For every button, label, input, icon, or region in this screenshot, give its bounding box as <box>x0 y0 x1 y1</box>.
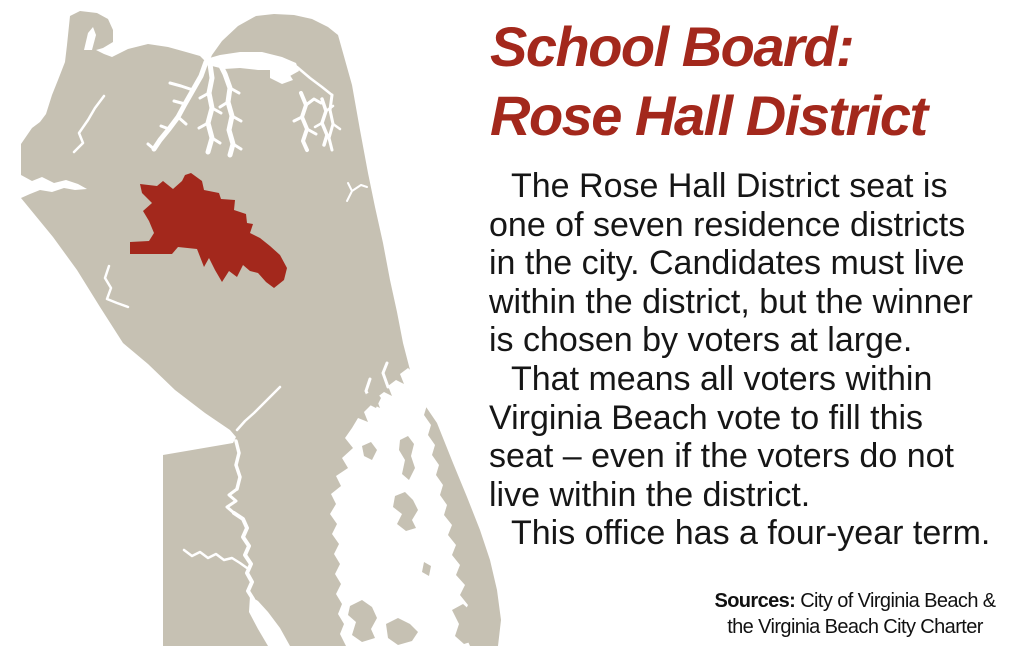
body-line: seat – even if the voters do not <box>489 437 954 476</box>
sources-text: City of Virginia Beach & <box>795 590 996 612</box>
sources-line-1 <box>700 588 1010 614</box>
body-line: in the city. Candidates must live <box>489 244 965 283</box>
sources-label: Sources: <box>714 590 796 612</box>
sources-line-2: the Virginia Beach City Charter <box>727 616 983 638</box>
headline <box>490 12 927 150</box>
body-copy <box>489 167 1024 553</box>
body-line: That means all voters within <box>511 359 933 398</box>
sources-note <box>700 588 1010 640</box>
body-line: The Rose Hall District seat is <box>511 167 948 205</box>
headline-line-2: Rose Hall District <box>490 84 927 147</box>
body-line: live within the district. <box>489 475 811 514</box>
headline-line-1: School Board: <box>490 15 854 78</box>
body-line: This office has a four-year term. <box>511 514 991 553</box>
body-line: one of seven residence districts <box>489 205 966 244</box>
body-line: within the district, but the winner <box>489 282 973 321</box>
body-line: is chosen by voters at large. <box>489 321 913 360</box>
body-line: Virginia Beach vote to fill this <box>489 398 924 437</box>
